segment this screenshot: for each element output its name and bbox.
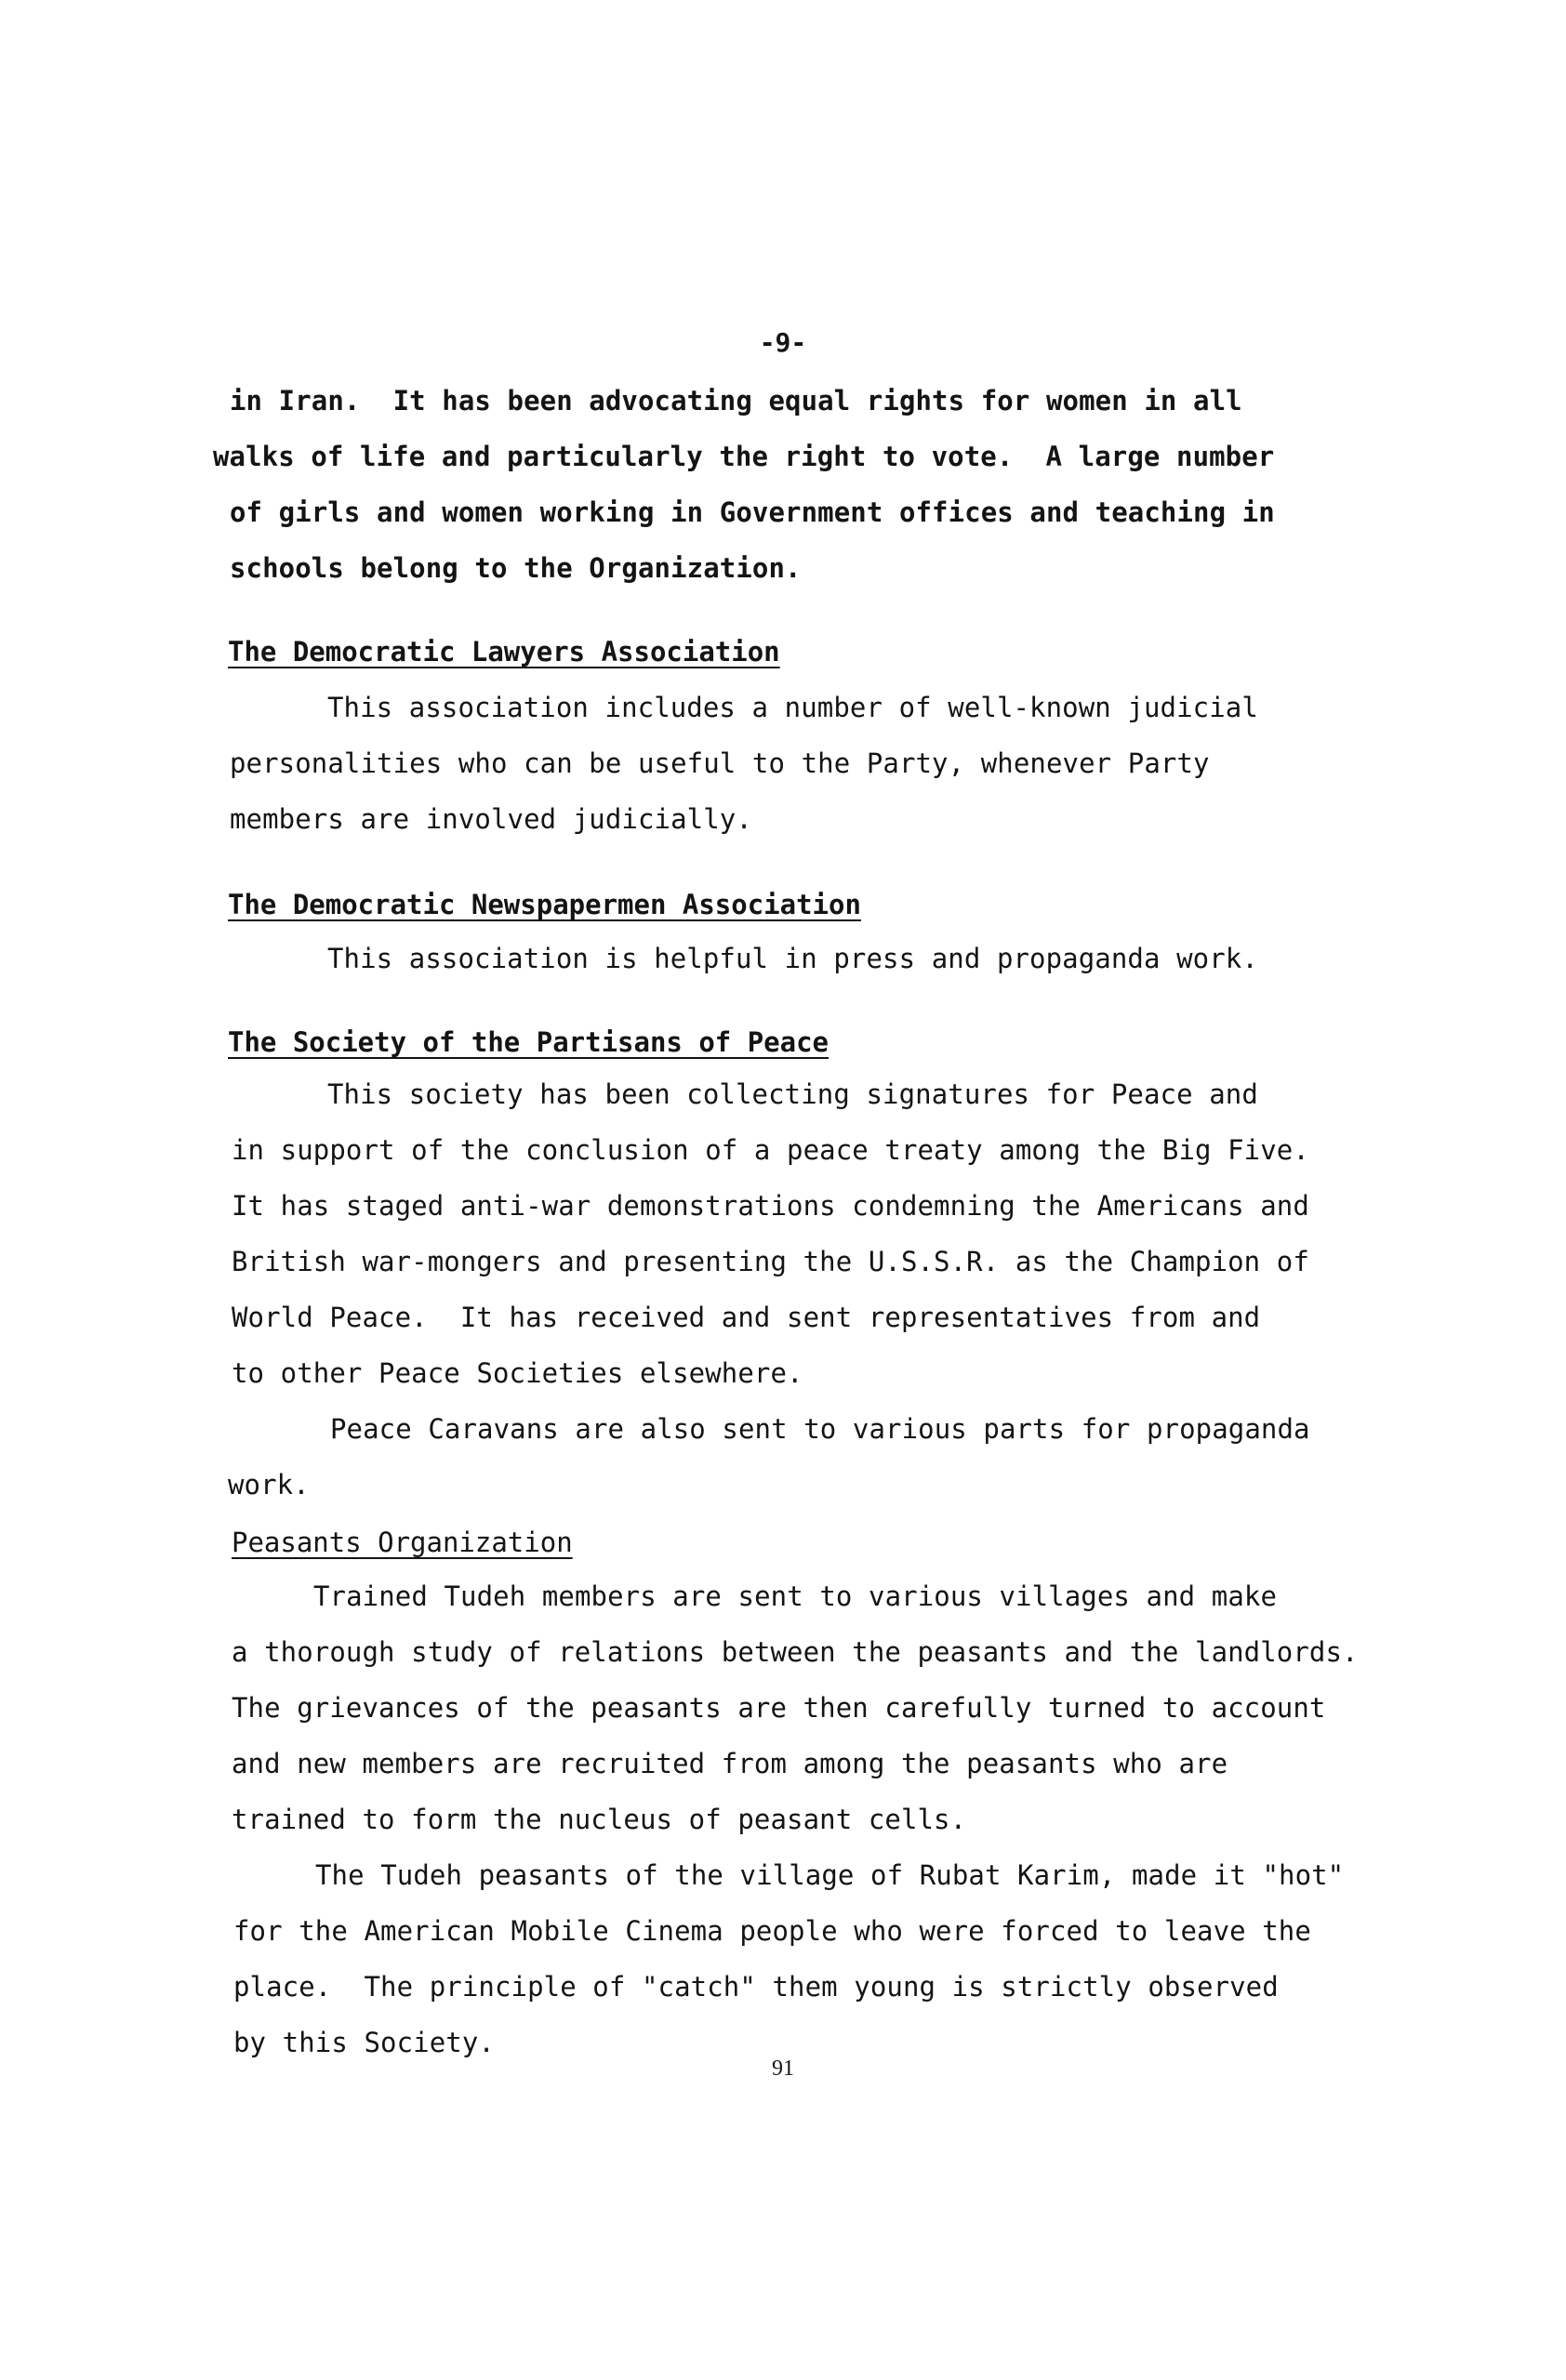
section-heading-peasants: Peasants Organization [232, 1527, 573, 1558]
peasants-line: trained to form the nucleus of peasant cells. [232, 1804, 967, 1835]
peace-line: work. [228, 1469, 310, 1501]
lawyers-line: personalities who can be useful to the Party, whenever Party [230, 747, 1210, 779]
peace-line: British war-mongers and presenting the U.S.S.R. as the Champion of [232, 1246, 1309, 1277]
peace-line: World Peace. It has received and sent representatives from and [232, 1302, 1261, 1333]
intro-line: schools belong to the Organization. [230, 552, 802, 584]
lawyers-line: This association includes a number of well-known judicial [327, 692, 1258, 723]
peasants-line: The grievances of the peasants are then carefully turned to account [232, 1692, 1326, 1724]
peace-line: Peace Caravans are also sent to various parts for propaganda [330, 1413, 1310, 1445]
peace-line: to other Peace Societies elsewhere. [232, 1357, 803, 1389]
section-heading-peace: The Society of the Partisans of Peace [228, 1026, 829, 1058]
peasants-line: by this Society. [233, 2027, 495, 2058]
peasants-line: for the American Mobile Cinema people who were forced to leave the [233, 1915, 1311, 1947]
peasants-line: a thorough study of relations between the peasants and the landlords. [232, 1636, 1359, 1668]
page-marker: -9- [759, 327, 807, 358]
newspapermen-line: This association is helpful in press and propaganda work. [327, 943, 1258, 974]
intro-line: walks of life and particularly the right to vote. A large number [213, 441, 1275, 472]
page-number: 91 [772, 2056, 794, 2081]
peasants-line: and new members are recruited from among the peasants who are [232, 1748, 1228, 1779]
peasants-line: Trained Tudeh members are sent to various villages and make [313, 1580, 1278, 1612]
section-heading-lawyers: The Democratic Lawyers Association [228, 636, 780, 668]
peace-line: in support of the conclusion of a peace treaty among the Big Five. [232, 1134, 1309, 1166]
peasants-line: The Tudeh peasants of the village of Rubat Karim, made it "hot" [315, 1859, 1345, 1891]
peace-line: This society has been collecting signatures for Peace and [327, 1078, 1258, 1110]
intro-line: in Iran. It has been advocating equal rights for women in all [230, 385, 1242, 416]
peace-line: It has staged anti-war demonstrations condemning the Americans and [232, 1190, 1309, 1222]
intro-line: of girls and women working in Government offices and teaching in [230, 496, 1275, 528]
lawyers-line: members are involved judicially. [230, 803, 752, 835]
peasants-line: place. The principle of "catch" them young is strictly observed [233, 1971, 1279, 2003]
section-heading-newspapermen: The Democratic Newspapermen Association [228, 889, 861, 920]
